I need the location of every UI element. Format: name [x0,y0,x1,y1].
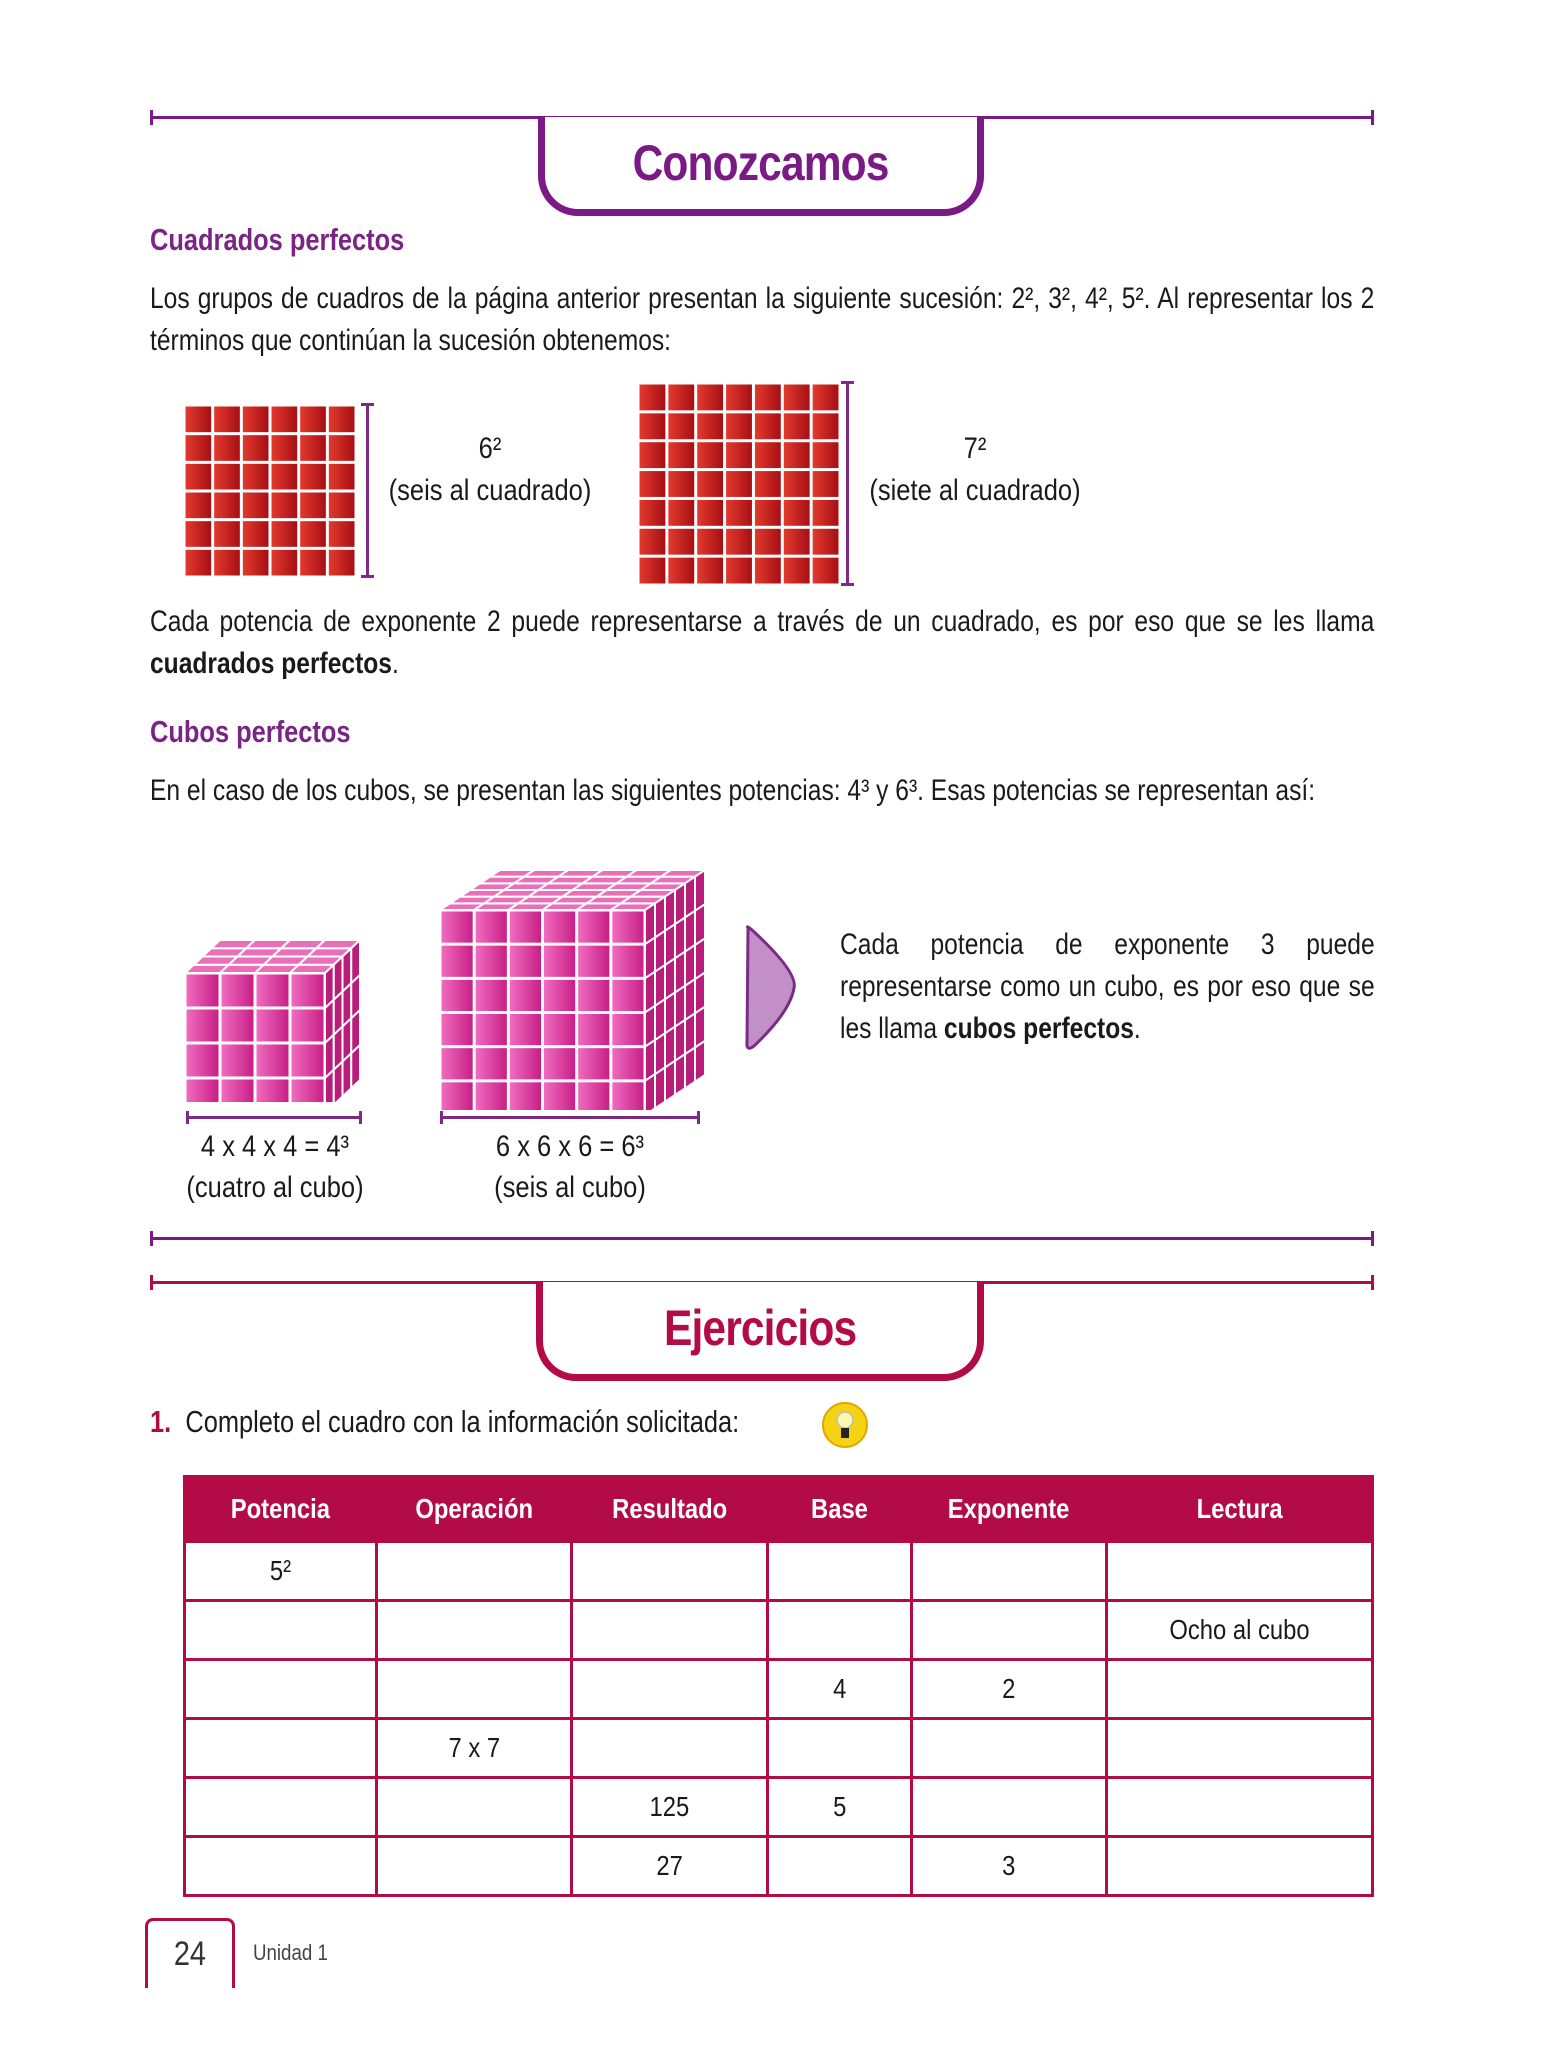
table-cell[interactable] [572,1837,768,1896]
cell-value: 4 [832,1673,847,1704]
table-cell[interactable] [185,1837,377,1896]
cell-value: 125 [649,1791,690,1822]
unit-square [784,558,810,584]
cube-front-unit [544,1048,575,1079]
cube-front-unit [292,1080,324,1103]
unit-square [813,385,839,411]
unit-square [329,407,355,433]
unit-square [329,550,355,576]
unit-square [726,558,752,584]
cube-front-unit [544,1014,575,1045]
unit-square [243,407,269,433]
bold-term: cubos perfectos [943,1012,1134,1045]
width-bracket [440,1116,700,1119]
table-cell[interactable] [185,1601,377,1660]
cube-front-unit [612,946,643,977]
text: Cada potencia de exponente 3 puede representarse como un cubo, es por eso que se les llama [840,928,1375,1045]
cell-value: 7 x 7 [448,1732,500,1763]
unit-square [697,500,723,526]
cube-front-unit [510,1082,541,1110]
cell-value: 3 [1002,1850,1016,1881]
unit-square [640,471,666,497]
table-cell[interactable] [572,1719,768,1778]
unit-square [726,500,752,526]
width-bracket [186,1116,362,1119]
table-cell[interactable] [911,1542,1106,1601]
unit-square [755,529,781,555]
cube-front-unit [476,1014,507,1045]
header-label: Potencia [230,1493,331,1524]
cube-front-unit [510,1014,541,1045]
cube-front-unit [187,975,219,1007]
cube-front-unit [612,1014,643,1045]
table-cell[interactable] [185,1719,377,1778]
cube-front-unit [476,912,507,943]
cube-front-unit [292,975,324,1007]
unit-square [697,558,723,584]
page-number-box [145,1918,235,1988]
table-row [185,1660,1373,1719]
cell-value: 2 [1002,1673,1016,1704]
table-cell[interactable] [911,1837,1106,1896]
section-tab-conozcamos [538,117,984,216]
unit-square [784,442,810,468]
power-label-6: 6² [478,432,502,465]
unit-square [726,385,752,411]
unit-square [272,407,298,433]
cube-side-unit [675,1054,685,1095]
unit-square [214,407,240,433]
unit-square [272,464,298,490]
cube-front-unit [222,975,254,1007]
unit-square [813,442,839,468]
cube-operation-6: 6 x 6 x 6 = 6³ [495,1130,645,1163]
table-row [185,1837,1373,1896]
table-cell[interactable] [185,1660,377,1719]
cube-front-unit [222,1010,254,1042]
unit-square [214,435,240,461]
header-label: Base [811,1493,868,1524]
cube-side-unit [665,1061,675,1102]
cube-4 [185,940,367,1102]
table-cell[interactable] [376,1542,571,1601]
exercise-1 [150,1404,739,1440]
cell-value: Ocho al cubo [1169,1614,1310,1645]
table-cell[interactable] [376,1601,571,1660]
unit-square [784,471,810,497]
table-cell[interactable] [376,1778,571,1837]
unit-square [243,550,269,576]
cube-front-unit [442,1082,473,1110]
unit-square [186,521,212,547]
cube-front-unit [442,1014,473,1045]
cube-operation-4: 4 x 4 x 4 = 4³ [200,1130,350,1163]
cube-front-unit [578,1014,609,1045]
table-cell[interactable] [911,1601,1106,1660]
cube-front-unit [510,980,541,1011]
cube-front-unit [442,912,473,943]
column-header [572,1477,768,1542]
unit-square [813,529,839,555]
height-bracket [366,403,369,578]
table-cell[interactable] [1106,1778,1372,1837]
unit-square [668,413,694,439]
cube-side-unit [351,1045,360,1088]
cube-front-unit [442,1048,473,1079]
unit-square [329,521,355,547]
exercise-instruction: Completo el cuadro con la información solicitada: [185,1404,740,1439]
unit-square [329,464,355,490]
unit-square [755,385,781,411]
cube-front-unit [544,946,575,977]
unit-square [300,407,326,433]
cube-front-unit [257,1010,289,1042]
unit-square [813,413,839,439]
unit-square [813,558,839,584]
table-cell[interactable] [768,1837,912,1896]
unit-square [243,435,269,461]
table-cell[interactable] [185,1542,377,1601]
cell-value: 5 [832,1791,847,1822]
table-cell[interactable] [768,1778,912,1837]
section-divider [150,1237,1374,1240]
cube-front-unit [510,946,541,977]
column-header [768,1477,912,1542]
unit-square [668,500,694,526]
unit-square [697,471,723,497]
unit-square [755,442,781,468]
table-cell[interactable] [572,1778,768,1837]
page-number: 24 [173,1935,207,1973]
unit-square [668,471,694,497]
exercise-number: 1. [150,1404,172,1439]
unit-square [668,558,694,584]
cube-front-unit [544,1082,575,1110]
table-cell[interactable] [768,1601,912,1660]
cube-side-unit [695,1041,705,1082]
height-bracket [846,381,849,586]
unit-square [668,529,694,555]
unit-square [697,442,723,468]
cube-front-unit [544,912,575,943]
unit-square [784,529,810,555]
unit-square [640,558,666,584]
header-label: Resultado [612,1493,728,1524]
reading-label-6: (seis al cuadrado) [388,474,592,507]
unit-square [640,500,666,526]
header-label: Exponente [947,1493,1070,1524]
cell-value: 5² [269,1555,292,1586]
unit-square [697,529,723,555]
unit-square [640,385,666,411]
unit-square [329,435,355,461]
cube-front-unit [578,1048,609,1079]
column-header [376,1477,571,1542]
table-cell[interactable] [768,1660,912,1719]
unit-square [300,493,326,519]
cube-front-unit [292,1045,324,1077]
cube-front-unit [510,1048,541,1079]
table-cell[interactable] [768,1719,912,1778]
table-cell[interactable] [1106,1837,1372,1896]
unit-square [243,464,269,490]
table-cell[interactable] [572,1660,768,1719]
square-grid-6 [184,405,356,577]
table-cell[interactable] [1106,1601,1372,1660]
cube-side-unit [645,1074,655,1110]
cube-front-unit [578,912,609,943]
text: . [391,647,399,680]
cube-front-unit [578,980,609,1011]
unit-square [214,464,240,490]
cube-front-unit [222,1080,254,1103]
cube-front-unit [476,1048,507,1079]
cube-front-unit [292,1010,324,1042]
unit-square [784,385,810,411]
table-cell[interactable] [1106,1660,1372,1719]
unit-square [243,493,269,519]
column-header [185,1477,377,1542]
cube-front-unit [187,1010,219,1042]
cube-6 [440,870,710,1110]
squares-intro: Los grupos de cuadros de la página anterior presentan la siguiente sucesión: 2², 3², 4², 5². Al representar los 2 términos que continúan la sucesión obtenemos: [150,282,1375,357]
section-title: Conozcamos [632,135,889,191]
unit-square [726,471,752,497]
unit-square [640,413,666,439]
unit-square [755,558,781,584]
unit-square [214,550,240,576]
text: Cada potencia de exponente 2 puede representarse a través de un cuadrado, es por eso que se les llama [150,605,1375,638]
unit-square [186,550,212,576]
unit-square [214,521,240,547]
text: . [1133,1012,1141,1045]
cube-front-unit [612,1048,643,1079]
cube-front-unit [476,980,507,1011]
table-cell[interactable] [768,1542,912,1601]
cube-side-unit [655,1068,665,1109]
table-cell[interactable] [572,1601,768,1660]
unit-square [186,493,212,519]
unit-square [243,521,269,547]
unit-square [726,442,752,468]
cube-front-unit [612,1082,643,1110]
cube-reading-4: (cuatro al cubo) [186,1171,364,1204]
table-cell[interactable] [185,1778,377,1837]
reading-label-7: (siete al cuadrado) [869,474,1081,507]
table-cell[interactable] [376,1719,571,1778]
cubes-conclusion [840,924,1375,1050]
unit-square [668,442,694,468]
unit-square [784,500,810,526]
table-cell[interactable] [911,1719,1106,1778]
unit-square [784,413,810,439]
cube-front-unit [612,980,643,1011]
cell-value: 27 [656,1850,683,1881]
column-header [911,1477,1106,1542]
unit-square [813,471,839,497]
exercise-table [183,1475,1374,1897]
cube-front-unit [187,1080,219,1103]
cube-front-unit [476,1082,507,1110]
cube-side-unit [685,1048,695,1089]
unit-square [726,413,752,439]
bold-term: cuadrados perfectos [150,647,392,680]
table-row [185,1719,1373,1778]
cube-front-unit [442,980,473,1011]
cube-side-unit [334,1062,343,1103]
table-row [185,1601,1373,1660]
table-cell[interactable] [911,1660,1106,1719]
square-grid-7 [638,383,840,585]
unit-square [272,493,298,519]
column-header [1106,1477,1372,1542]
cube-front-unit [442,946,473,977]
unit-square [186,435,212,461]
section-tab-ejercicios [536,1282,984,1381]
table-header-row [185,1477,1373,1542]
unit-square [329,493,355,519]
table-cell[interactable] [376,1837,571,1896]
cube-front-unit [544,980,575,1011]
squares-heading: Cuadrados perfectos [150,222,405,257]
table-cell[interactable] [572,1542,768,1601]
cube-front-unit [187,1045,219,1077]
table-cell[interactable] [1106,1719,1372,1778]
unit-square [214,493,240,519]
cube-front-unit [222,1045,254,1077]
unit-square [697,413,723,439]
lightbulb-icon [820,1400,870,1450]
table-cell[interactable] [911,1778,1106,1837]
cubes-heading: Cubos perfectos [150,714,351,749]
unit-square [300,550,326,576]
header-label: Operación [415,1493,533,1524]
cube-front-unit [257,1045,289,1077]
cube-front-unit [476,946,507,977]
squares-conclusion [150,601,1374,685]
cube-reading-6: (seis al cubo) [494,1171,646,1204]
cube-side-unit [343,1053,352,1096]
cube-front-unit [578,946,609,977]
unit-square [272,435,298,461]
unit-square [272,521,298,547]
unit-square [272,550,298,576]
pointer-arrow-icon [742,922,800,1054]
cubes-intro: En el caso de los cubos, se presentan las siguientes potencias: 4³ y 6³. Esas potencias se representan así: [150,774,1316,807]
table-cell[interactable] [376,1660,571,1719]
unit-square [640,442,666,468]
cube-front-unit [578,1082,609,1110]
unit-square [300,435,326,461]
unit-square [726,529,752,555]
unit-square [300,521,326,547]
table-cell[interactable] [1106,1542,1372,1601]
unit-square [668,385,694,411]
power-label-7: 7² [963,432,987,465]
cube-front-unit [612,912,643,943]
table-row [185,1778,1373,1837]
unit-label: Unidad 1 [253,1940,328,1965]
header-label: Lectura [1196,1493,1283,1524]
unit-square [640,529,666,555]
unit-square [755,413,781,439]
cube-front-unit [257,1080,289,1103]
unit-square [755,500,781,526]
unit-square [813,500,839,526]
unit-square [186,464,212,490]
unit-square [186,407,212,433]
unit-square [300,464,326,490]
table-row [185,1542,1373,1601]
cube-front-unit [510,912,541,943]
unit-square [755,471,781,497]
unit-square [697,385,723,411]
cube-front-unit [257,975,289,1007]
section-title: Ejercicios [663,1300,857,1356]
